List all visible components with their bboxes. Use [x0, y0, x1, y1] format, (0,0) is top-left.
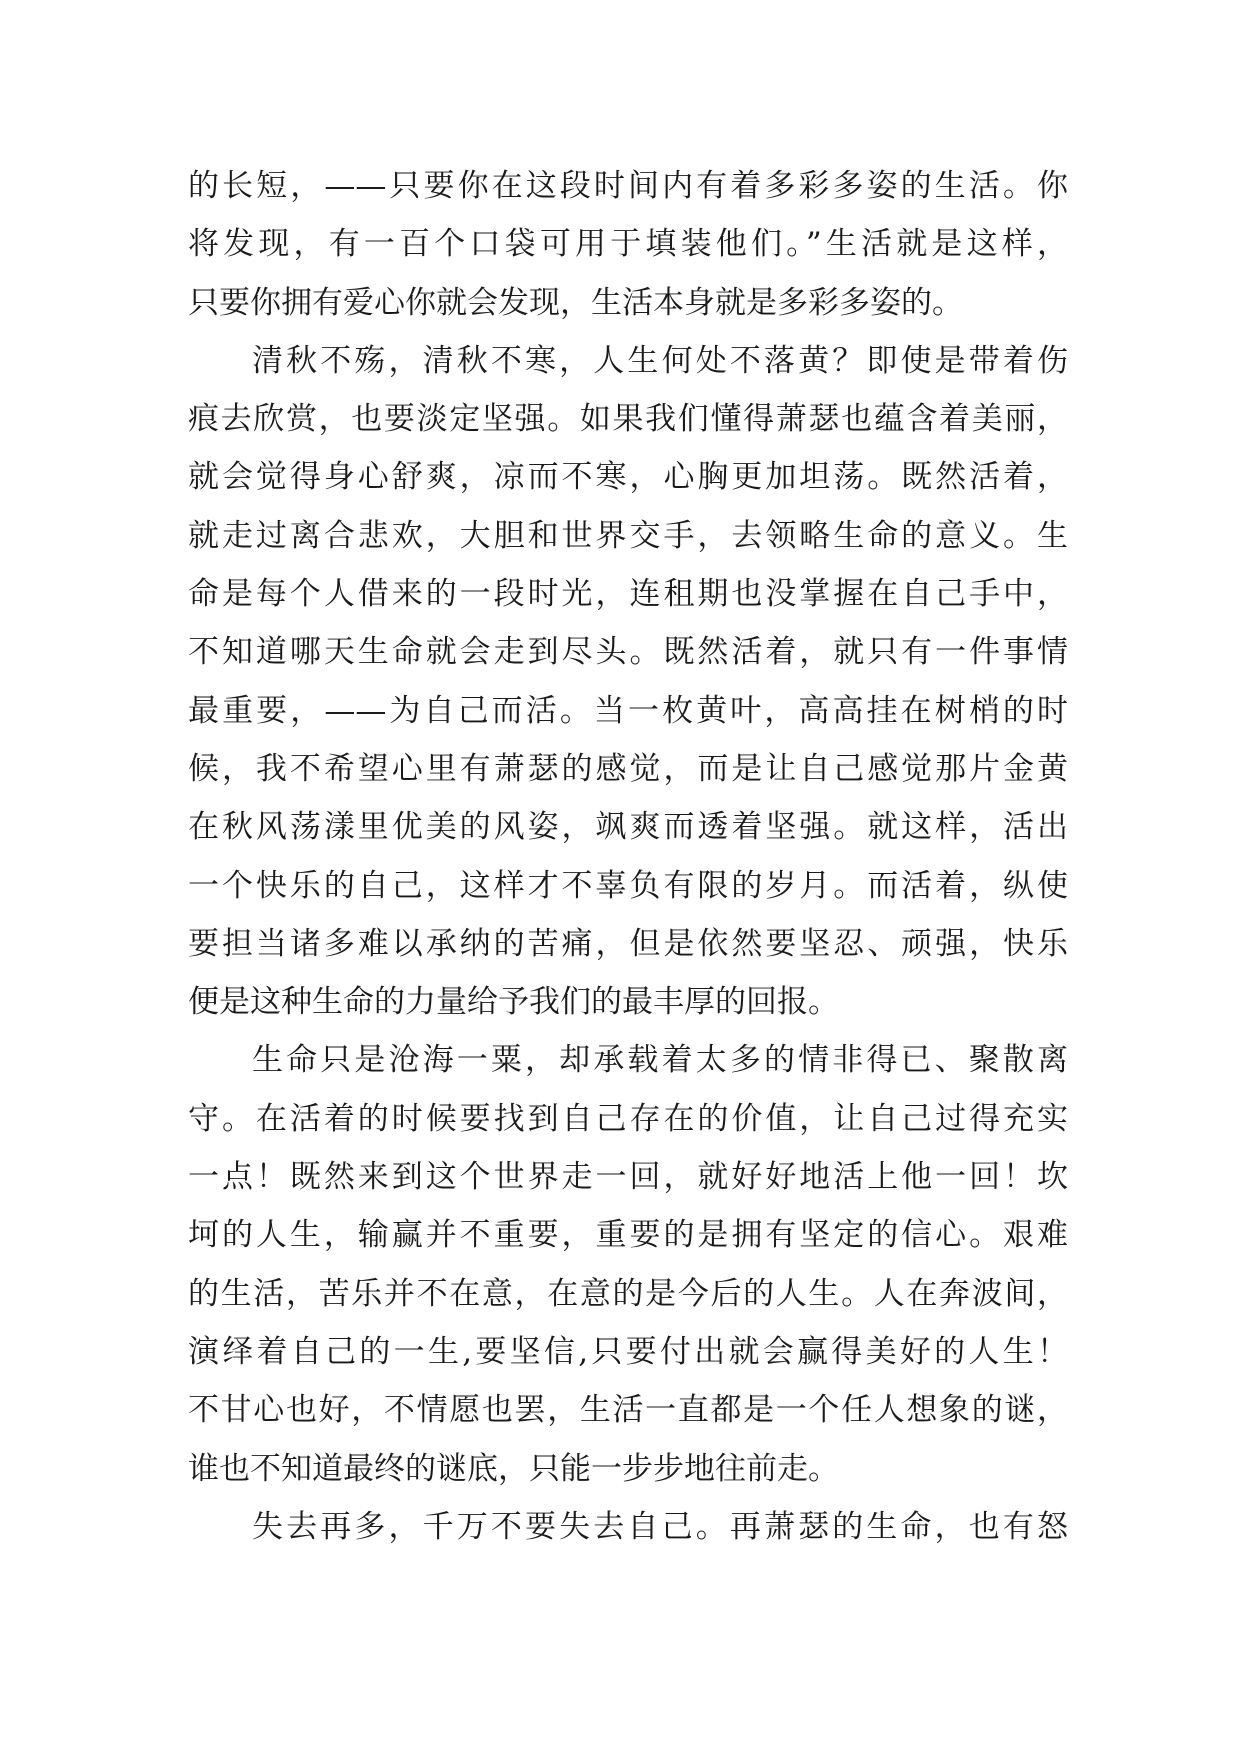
text-line: 在秋风荡漾里优美的风姿，飒爽而透着坚强。就这样，活出	[188, 809, 1068, 846]
text-line: 的长短，——只要你在这段时间内有着多彩多姿的生活。你	[188, 168, 1068, 204]
text-line: 的生活，苦乐并不在意，在意的是今后的人生。人在奔波间，	[188, 1275, 1068, 1312]
text-line: 命是每个人借来的一段时光，连租期也没掌握在自己手中，	[188, 576, 1068, 613]
text-line: 一个快乐的自己，这样才不辜负有限的岁月。而活着，纵使	[188, 867, 1068, 904]
body-text	[188, 157, 1068, 1556]
text-line: 就走过离合悲欢，大胆和世界交手，去领略生命的意义。生	[188, 517, 1068, 554]
text-line: 只要你拥有爱心你就会发现，生活本身就是多彩多姿的。	[188, 284, 963, 321]
text-line: 生命只是沧海一粟，却承载着太多的情非得已、聚散离	[252, 1042, 1068, 1079]
text-line: 最重要，——为自己而活。当一枚黄叶，高高挂在树梢的时	[188, 692, 1068, 729]
text-line: 谁也不知道最终的谜底，只能一步步地往前走。	[188, 1450, 839, 1487]
text-line: 候，我不希望心里有萧瑟的感觉，而是让自己感觉那片金黄	[188, 750, 1068, 787]
text-line: 不甘心也好，不情愿也罢，生活一直都是一个任人想象的谜，	[188, 1392, 1068, 1429]
text-line: 将发现，有一百个口袋可用于填装他们。”生活就是这样，	[188, 226, 1068, 263]
text-line: 就会觉得身心舒爽，凉而不寒，心胸更加坦荡。既然活着，	[188, 459, 1068, 496]
text-line: 痕去欣赏，也要淡定坚强。如果我们懂得萧瑟也蕴含着美丽，	[188, 401, 1068, 438]
text-line: 便是这种生命的力量给予我们的最丰厚的回报。	[188, 984, 839, 1021]
text-line: 要担当诸多难以承纳的苦痛，但是依然要坚忍、顽强，快乐	[188, 925, 1068, 962]
paragraph-life	[188, 1031, 1068, 1497]
paragraph-self	[188, 1498, 1068, 1556]
text-line: 失去再多，千万不要失去自己。再萧瑟的生命，也有怒	[252, 1508, 1068, 1545]
text-line: 不知道哪天生命就会走到尽头。既然活着，就只有一件事情	[188, 634, 1068, 671]
paragraph-continuation	[188, 157, 1068, 332]
text-line: 演绎着自己的一生,要坚信,只要付出就会赢得美好的人生！	[188, 1333, 1068, 1370]
text-line: 坷的人生，输赢并不重要，重要的是拥有坚定的信心。艰难	[188, 1217, 1068, 1254]
text-line: 清秋不殇，清秋不寒，人生何处不落黄？即使是带着伤	[252, 342, 1068, 379]
text-line: 守。在活着的时候要找到自己存在的价值，让自己过得充实	[188, 1100, 1068, 1137]
paragraph-autumn	[188, 332, 1068, 1032]
text-line: 一点！既然来到这个世界走一回，就好好地活上他一回！坎	[188, 1159, 1068, 1196]
